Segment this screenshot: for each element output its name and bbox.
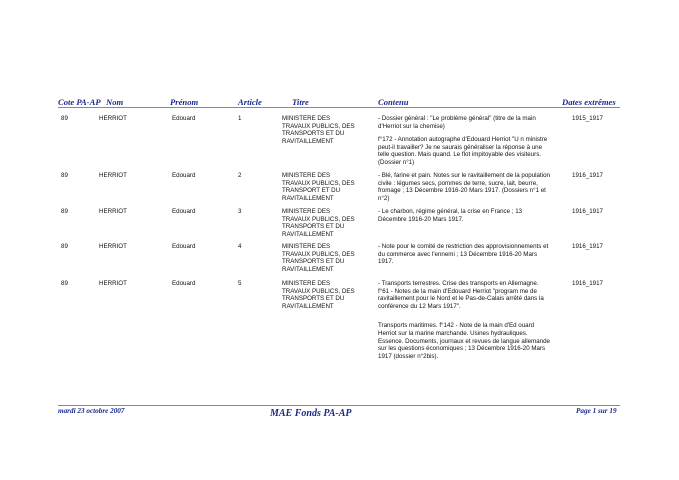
cell-prenom: Edouard [172, 243, 196, 250]
header-article: Article [238, 97, 262, 107]
footer-title: MAE Fonds PA-AP [270, 408, 352, 419]
titre-line: MINISTERE DES [282, 280, 331, 287]
cell-article: 1 [238, 115, 242, 122]
contenu-paragraph: f°172 - Annotation autographe d'Edouard Herriot "U n ministre peut-il travailler? Je ne saurais généraliser la réponse à une telle question. Mais quand. Le flot impitoyable des visiteurs. (Dossier n°1) [378, 136, 548, 166]
contenu-paragraph: - Note pour le comité de restriction des approvisionnements et du commerce avec l'ennemi ; 13 Décembre 1916-20 Mars 1917. [378, 243, 549, 266]
contenu-paragraph: Transports maritimes. f°142 - Note de la main d'Ed ouard Herriot sur la marine marchande. Usines hydrauliques. Essence. Documents, journaux et revues de langue allemande sur les questions économiques ; 13 Décembre 1916-20 Mars 1917 (dossier n°2bis). [378, 322, 550, 360]
titre-line: RAVITAILLEMENT [282, 265, 334, 273]
header-cote: Cote PA-AP [58, 97, 101, 107]
cell-dates: 1916_1917 [572, 243, 603, 250]
cell-titre [282, 115, 377, 145]
cell-contenu [378, 115, 550, 173]
header-rule [58, 107, 620, 108]
cell-dates: 1916_1917 [572, 280, 603, 287]
titre-line: TRANSPORTS ET DU [282, 258, 345, 266]
cell-dates: 1915_1917 [572, 115, 603, 122]
cell-cote: 89 [61, 172, 68, 179]
titre-line: TRAVAUX PUBLICS, DES [282, 215, 355, 223]
cell-titre [282, 243, 377, 273]
contenu-paragraph: - Le charbon, régime général, la crise en France ; 13 Décembre 1916-20 Mars 1917. [378, 208, 523, 223]
titre-line: TRAVAUX PUBLICS, DES [282, 122, 355, 130]
contenu-paragraph: - Dossier général : "Le problème général" (titre de la main d'Herriot sur la chemise) [378, 115, 536, 130]
cell-article: 3 [238, 208, 242, 215]
cell-nom: HERRIOT [99, 115, 127, 122]
cell-titre [282, 208, 377, 238]
cell-prenom: Edouard [172, 208, 196, 215]
header-dates: Dates extrêmes [562, 97, 616, 107]
titre-line: MINISTERE DES [282, 208, 331, 215]
header-prenom: Prénom [170, 97, 199, 107]
cell-titre [282, 280, 377, 310]
titre-line: MINISTERE DES [282, 172, 331, 179]
titre-line: MINISTERE DES [282, 115, 331, 122]
cell-contenu [378, 208, 550, 229]
titre-line: TRAVAUX PUBLICS, DES [282, 179, 355, 187]
titre-line: RAVITAILLEMENT [282, 194, 334, 202]
cell-titre [282, 172, 377, 202]
footer-rule [58, 405, 620, 406]
cell-prenom: Edouard [172, 280, 196, 287]
titre-line: TRANSPORTS ET DU [282, 295, 345, 303]
cell-cote: 89 [61, 243, 68, 250]
cell-dates: 1916_1917 [572, 172, 603, 179]
cell-prenom: Edouard [172, 115, 196, 122]
cell-contenu [378, 243, 550, 272]
cell-dates: 1916_1917 [572, 208, 603, 215]
cell-article: 4 [238, 243, 242, 250]
contenu-paragraph: - Blé, farine et pain. Notes sur le ravitaillement de la population civile : légumes secs, pommes de terre, sucre, lait, beurre, fromage ; 13 Décembre 1916-20 Mars 1917. (Dossiers n°1 et n°2) [378, 172, 550, 202]
header-nom: Nom [106, 97, 124, 107]
cell-prenom: Edouard [172, 172, 196, 179]
titre-line: RAVITAILLEMENT [282, 137, 334, 145]
titre-line: TRANSPORTS ET DU [282, 223, 345, 231]
titre-line: MINISTERE DES [282, 243, 331, 250]
cell-cote: 89 [61, 280, 68, 287]
footer-page: Page 1 sur 19 [576, 407, 617, 415]
cell-article: 2 [238, 172, 242, 179]
cell-cote: 89 [61, 115, 68, 122]
titre-line: RAVITAILLEMENT [282, 302, 334, 310]
footer-date: mardi 23 octobre 2007 [58, 407, 125, 415]
header-titre: Titre [292, 97, 309, 107]
titre-line: TRANSPORTS ET DU [282, 130, 345, 138]
cell-nom: HERRIOT [99, 280, 127, 287]
cell-cote: 89 [61, 208, 68, 215]
contenu-paragraph: - Transports terrestres. Crise des transports en Allemagne. f°61 - Notes de la main d'Edouard Herriot "program me de ravitaillement pour le Nord et le Pas-de-Calais arrêté dans la conférence du 12 Mars 1917". [378, 280, 544, 310]
cell-nom: HERRIOT [99, 172, 127, 179]
titre-line: TRAVAUX PUBLICS, DES [282, 287, 355, 295]
cell-contenu [378, 280, 550, 366]
cell-article: 5 [238, 280, 242, 287]
cell-nom: HERRIOT [99, 243, 127, 250]
cell-nom: HERRIOT [99, 208, 127, 215]
titre-line: RAVITAILLEMENT [282, 230, 334, 238]
header-contenu: Contenu [378, 97, 409, 107]
cell-contenu [378, 172, 550, 208]
titre-line: TRANSPORT ET DU [282, 187, 341, 195]
titre-line: TRAVAUX PUBLICS, DES [282, 250, 355, 258]
